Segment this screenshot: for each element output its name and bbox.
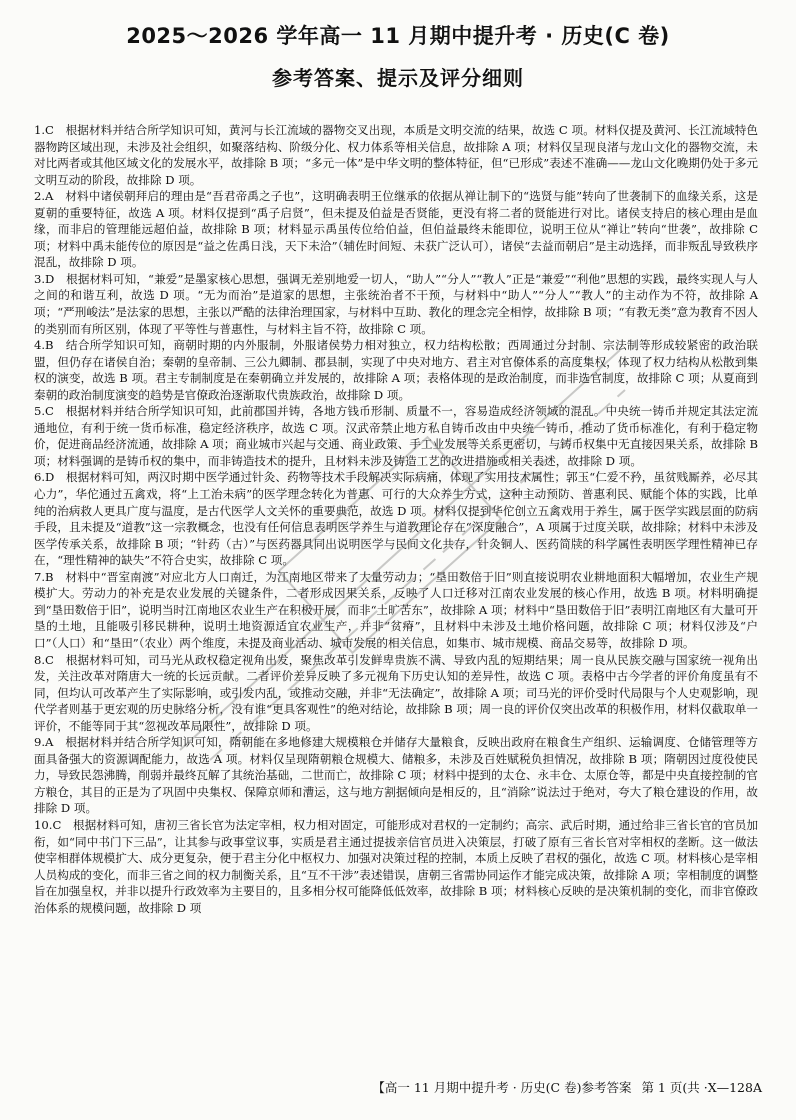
answer-label: 8.C bbox=[34, 652, 54, 667]
answer-label: 1.C bbox=[34, 123, 54, 137]
answer-text: 根据材料可知，两汉时期中医学通过针灸、药物等技术手段解决实际病痛，体现了实用技术属性；郭玉“仁爱不矜，虽贫贱厮养，必尽其心力”，华佗通过五禽戏，将“上工治未病”的医学理念转化为普惠、可行的大众养生方式，这种主动预防、普惠利民、赋能个体的实践，比单纯的治病救人更具广度与温度，是古代医学人文关怀的重要典范，故选 D 项。材料仅提到华佗创立五禽戏用于养生，属于医学实践层面的防病手段，且未提及“道教”这一宗教概念，也没有任何信息表明医学养生与道教理论存在“深度融合”，A 项属于过度关联，故排除；材料中未涉及医学传承关系，故排除 B 项；“针药（古）”与医药器具同出说明医学与民间文化共存，针灸铜人、医药简牍的科学属性表明医学理性精神已存在，“理性精神的缺失”不符合史实，故排除 C 项。 bbox=[34, 470, 758, 568]
answer-text: 根据材料可知，司马光从政权稳定视角出发，聚焦改革引发鲜卑贵族不满、导致内乱的短期结果；周一良从民族交融与国家统一视角出发，关注改革对隋唐大一统的长远贡献。二者评价差异反映了多元视角下历史认知的差异性，故选 C 项。表格中古今学者的评价角度虽有不同，但均认可改革产生了实际影响，或引发内乱，或推动交融，并非“无法确定”，故排除 A 项；司马光的评价受时代局限与个人史观影响，现代学者则基于更宏观的历史脉络分析，没有谁“更具客观性”的绝对结论，故排除 B 项；周一良的评价仅突出改革的积极作用，材料仅截取单一评价，不能等同于其“忽视改革局限性”，故排除 D 项。 bbox=[34, 652, 758, 733]
answer-list bbox=[34, 122, 758, 916]
answer-item bbox=[34, 569, 758, 652]
answer-text: 根据材料并结合所学知识可知，此前郡国并铸，各地方钱币形制、质量不一，容易造成经济领域的混乱。中央统一铸币并规定其法定流通地位，有利于统一货币标准，稳定经济秩序，故选 C 项。汉武帝禁止地方私自铸币改由中央统一铸币，推动了货币标准化，有利于稳定物价，促进商品经济流通，故排除 A 项；商业城市兴起与交通、商业政策、手工业发展等关系更密切，与铸币权集中无直接因果关系，故排除 B 项；材料强调的是铸币权的集中，而非铸造技术的提升，且材料未涉及铸造工艺的改进措施或相关表述，故排除 D 项。 bbox=[34, 404, 758, 468]
answer-item bbox=[34, 734, 758, 817]
answer-label: 5.C bbox=[34, 404, 54, 419]
answer-label: 3.D bbox=[34, 271, 55, 286]
answer-item bbox=[34, 469, 758, 568]
answer-text: 结合所学知识可知，商朝时期的内外服制，外服诸侯势力相对独立，权力结构松散；西周通过分封制、宗法制等形成较紧密的政治联盟，但仍存在诸侯自治；秦朝的皇帝制、三公九卿制、郡县制，实现了中央对地方、君主对官僚体系的高度集权，体现了权力结构从松散到集权的演变，故选 B 项。君主专制制度是在秦朝确立并发展的，故排除 A 项；表格体现的是政治制度，而非选官制度，故排除 C 项；从夏商到秦朝的政治制度演变的趋势是官僚政治逐渐取代贵族政治，故排除 D 项。 bbox=[34, 338, 758, 402]
footer-page: 第 1 页(共 bbox=[641, 1080, 700, 1095]
answer-text: 材料中“晋室南渡”对应北方人口南迁，为江南地区带来了大量劳动力；“垦田数倍于旧”则直接说明农业耕地面积大幅增加，农业生产规模扩大。劳动力的补充是农业发展的关键条件，二者形成因果关系，反映了人口迁移对江南农业发展的核心作用，故选 B 项。材料明确提到“垦田数倍于旧”，说明当时江南地区农业生产在积极开展，而非“土旷苦东”，故排除 A 项；材料中“垦田数倍于旧”表明江南地区有大量可开垦的土地，且能吸引移民耕种，说明土地资源适宜农业生产，并非“贫瘠”，且材料中未涉及土地价格问题，故排除 C 项；材料仅涉及“户口”（人口）和“垦田”（农业）两个维度，未提及商业活动、城市发展的相关信息，如集市、城市规模、商品交易等，故排除 D 项。 bbox=[34, 569, 758, 650]
answer-item bbox=[34, 403, 758, 469]
answer-text: 根据材料并结合所学知识可知，黄河与长江流域的器物交叉出现，本质是文明交流的结果，故选 C 项。材料仅提及黄河、长江流域特色器物跨区域出现，未涉及社会组织，如聚落结构、阶级分化、权力体系等相关信息，故排除 A 项；材料仅呈现良渚与龙山文化的器物交流，未对比两者或其他区域文化的发展水平，故排除 B 项；“多元一体”是中华文明的整体特征，但“已形成”表述不准确——龙山文化晚期仍处于多元文明互动的阶段，故排除 D 项。 bbox=[34, 123, 758, 187]
answer-label: 4.B bbox=[34, 338, 54, 353]
answer-text: 材料中诸侯朝拜启的理由是“吾君帝禹之子也”，这明确表明王位继承的依据从禅让制下的“选贤与能”转向了世袭制下的血缘关系，这是夏朝的重要特征，故选 A 项。材料仅提到“禹子启贤”，但未提及伯益是否贤能，更没有将二者的贤能进行对比。诸侯支持启的核心理由是血缘，而非启的管理能远超伯益，故排除 B 项；材料显示禹虽传位给伯益，但伯益最终未能即位，说明王位从“禅让”转向“世袭”，故排除 C 项；材料中禹未能传位的原因是“益之佐禹日浅，天下未洽”（辅佐时间短、未获广泛认可），诸侯“去益而朝启”是主动选择，而非叛乱导致秩序混乱，故排除 D 项。 bbox=[34, 189, 758, 270]
answer-text: 根据材料并结合所学知识可知，隋朝能在多地修建大规模粮仓并储存大量粮食，反映出政府在粮食生产组织、运输调度、仓储管理等方面具备强大的资源调配能力，故选 A 项。材料仅呈现隋朝粮仓规模大、储粮多，未涉及百姓赋税负担情况，故排除 B 项；隋朝因过度役使民力，导致民怨沸腾，削弱并最终瓦解了其统治基础，二世而亡，故排除 C 项；材料中提到的太仓、永丰仓、太原仓等，都是中央直接控制的官方粮仓，其目的正是为了巩固中央集权、保障京师和漕运，这与地方割据倾向是相反的，且“消除”说法过于绝对，夸大了粮仓建设的作用，故排除 D 项。 bbox=[34, 735, 758, 816]
answer-item bbox=[34, 188, 758, 271]
answer-item bbox=[34, 122, 758, 188]
answer-item bbox=[34, 271, 758, 337]
answer-item bbox=[34, 652, 758, 735]
answer-text: 根据材料可知，“兼爱”是墨家核心思想，强调无差别地爱一切人，“助人”“分人”“教人”正是“兼爱”“利他”思想的实践，最终实现人与人之间的和谐互利，故选 D 项。“无为而治”是道家的思想，主张统治者不干预，与材料中“助人”“分人”“教人”的主动作为不符，故排除 A 项；“严刑峻法”是法家的思想，主张以严酷的法律治理国家，与材料中互助、教化的理念完全相悖，故排除 B 项；“有教无类”意为教育不因人的类别而有所区别，体现了平等性与普惠性，与材料主旨不符，故排除 C 项。 bbox=[34, 271, 758, 336]
answer-label: 7.B bbox=[34, 569, 54, 584]
page-subtitle: 参考答案、提示及评分细则 bbox=[272, 66, 524, 90]
footer-code: ·X—128A bbox=[703, 1080, 762, 1095]
answer-label: 9.A bbox=[34, 735, 54, 750]
answer-item bbox=[34, 817, 758, 916]
answer-item bbox=[34, 337, 758, 403]
answer-text: 根据材料可知，唐初三省长官为法定宰相，权力相对固定，可能形成对君权的一定制约；高宗、武后时期，通过给非三省长官的官员加衔，如“同中书门下三品”，让其参与政事堂议事，实质是君主通过提拔亲信官员进入决策层，打破了原有三省长官对宰相权的垄断。这一做法使宰相群体规模扩大、成分更复杂，便于君主分化中枢权力、加强对决策过程的控制，本质上反映了君权的强化，故选 C 项。材料核心是宰相人员构成的变化，而非三省之间的权力制衡关系，且“互不干涉”表述错误，唐朝三省需协同运作才能完成决策，故排除 A 项；宰相制度的调整旨在加强皇权，并非以提升行政效率为主要目的，且多相分权可能降低低效率，故排除 B 项；材料核心反映的是决策机制的变化，而非官僚政治体系的规模问题，故排除 D 项 bbox=[34, 817, 758, 915]
footer-title: 【高一 11 月期中提升考 · 历史(C 卷)参考答案 bbox=[372, 1080, 632, 1095]
answer-label: 2.A bbox=[34, 189, 54, 204]
page-title: 2025～2026 学年高一 11 月期中提升考 · 历史(C 卷) bbox=[126, 24, 670, 48]
answer-label: 6.D bbox=[34, 470, 55, 485]
page-footer bbox=[0, 1078, 762, 1096]
answer-label: 10.C bbox=[34, 817, 62, 832]
